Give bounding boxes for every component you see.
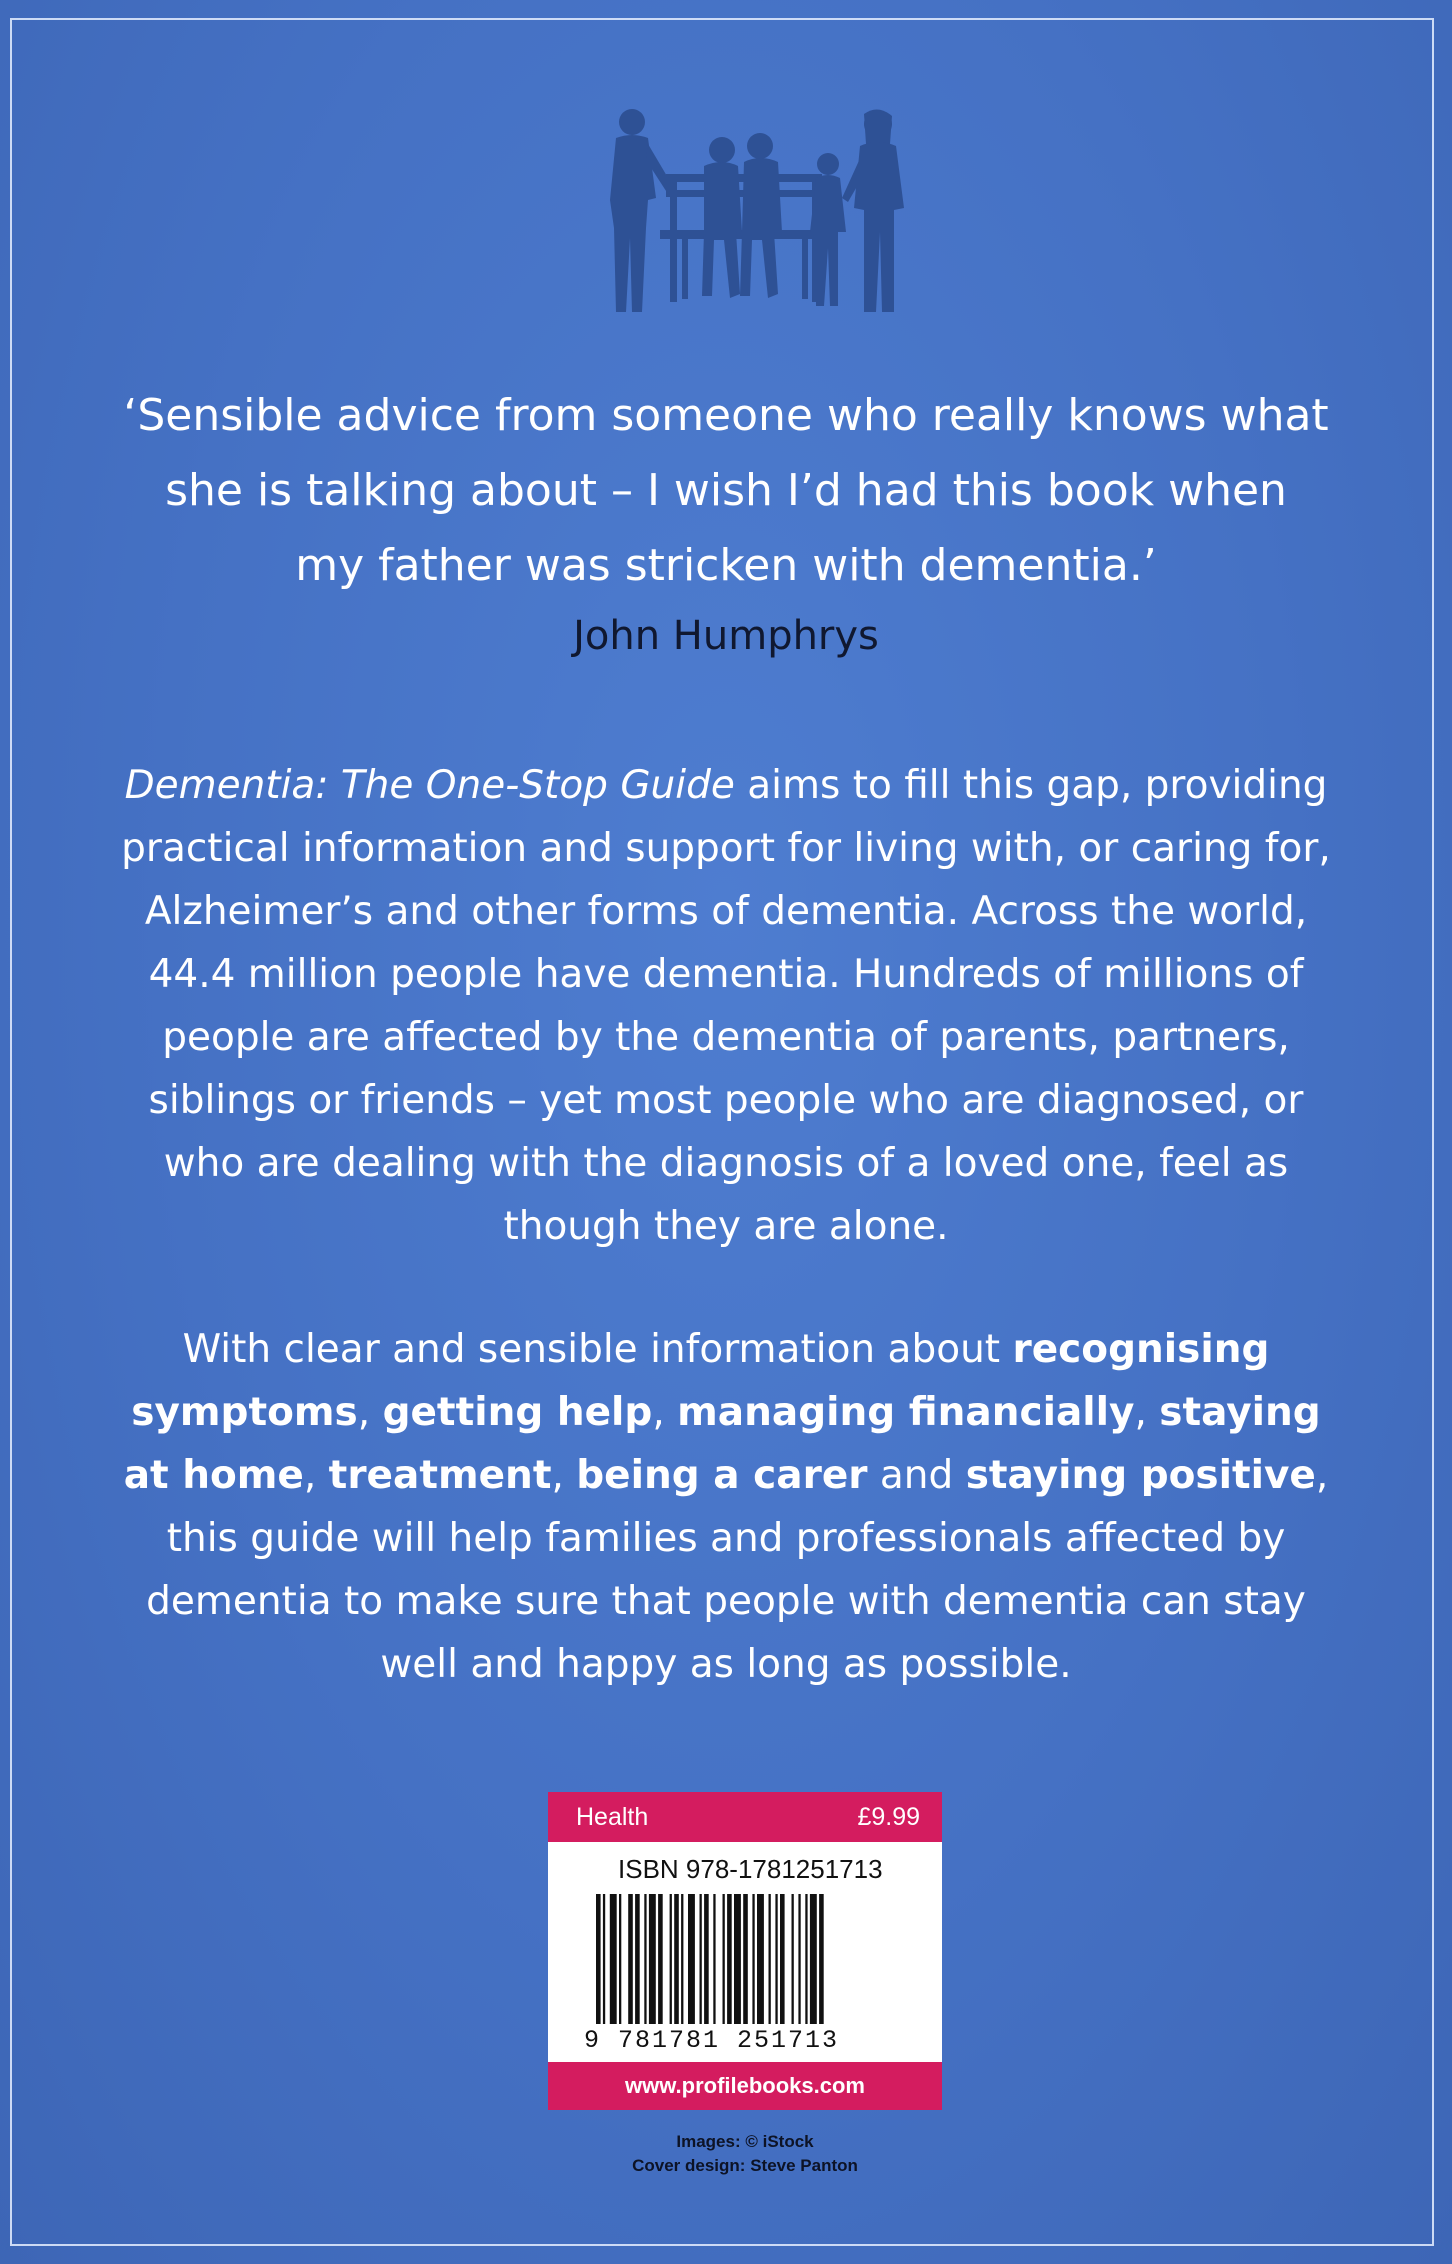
book-title: Dementia: The One-Stop Guide: [124, 763, 735, 808]
image-credit: Images: © iStock: [676, 2132, 814, 2151]
topic-highlight: managing financially: [677, 1390, 1135, 1435]
price-label: £9.99: [857, 1803, 920, 1831]
design-credit: Cover design: Steve Panton: [632, 2156, 858, 2175]
topic-separator: ,: [652, 1390, 678, 1435]
topic-highlight: staying positive: [965, 1453, 1316, 1498]
topic-separator: ,: [551, 1453, 577, 1498]
barcode-label: [548, 1792, 942, 2110]
publisher-website: www.profilebooks.com: [548, 2062, 942, 2110]
quote-attribution: John Humphrys: [573, 613, 879, 659]
topics-outro: , this guide will help families and professionals affected by dementia to make sure that people with dementia can stay well and happy as long as possible.: [146, 1453, 1329, 1687]
description-paragraph: [120, 754, 1332, 1258]
topic-highlight: treatment: [328, 1453, 552, 1498]
topic-highlight: staying at home: [123, 1390, 1321, 1498]
topic-separator: ,: [303, 1453, 329, 1498]
topics-intro: With clear and sensible information about: [182, 1327, 1013, 1372]
topic-highlight: getting help: [382, 1390, 653, 1435]
isbn-label: ISBN 978-1781251713: [618, 1854, 883, 1884]
description-text: aims to fill this gap, providing practical information and support for living with, or caring for, Alzheimer’s and other forms of dementia. Across the world, 44.4 million people have dementia. Hundreds of millions of people are affected by the dementia of parents, partners, siblings or friends – yet most people who are diagnosed, or who are dealing with the diagnosis of a loved one, feel as though they are alone.: [121, 763, 1331, 1249]
quote-line: she is talking about – I wish I’d had this book when: [165, 465, 1287, 516]
category-label: Health: [576, 1803, 649, 1831]
credits: [500, 2130, 990, 2178]
barcode-icon: [596, 1894, 906, 2024]
quote-line: ‘Sensible advice from someone who really knows what: [123, 390, 1329, 441]
barcode-number: 9 781781 251713: [584, 2026, 840, 2055]
topic-separator: and: [867, 1453, 966, 1498]
family-silhouette-icon: [590, 108, 920, 314]
endorsement-quote: [100, 378, 1352, 603]
topic-highlight: being a carer: [576, 1453, 868, 1498]
quote-line: my father was stricken with dementia.’: [295, 540, 1157, 591]
topic-separator: ,: [1134, 1390, 1160, 1435]
topic-separator: ,: [357, 1390, 383, 1435]
topics-paragraph: [120, 1318, 1332, 1696]
topic-highlight: recognising symptoms: [131, 1327, 1270, 1435]
barcode-header: [548, 1792, 942, 1842]
